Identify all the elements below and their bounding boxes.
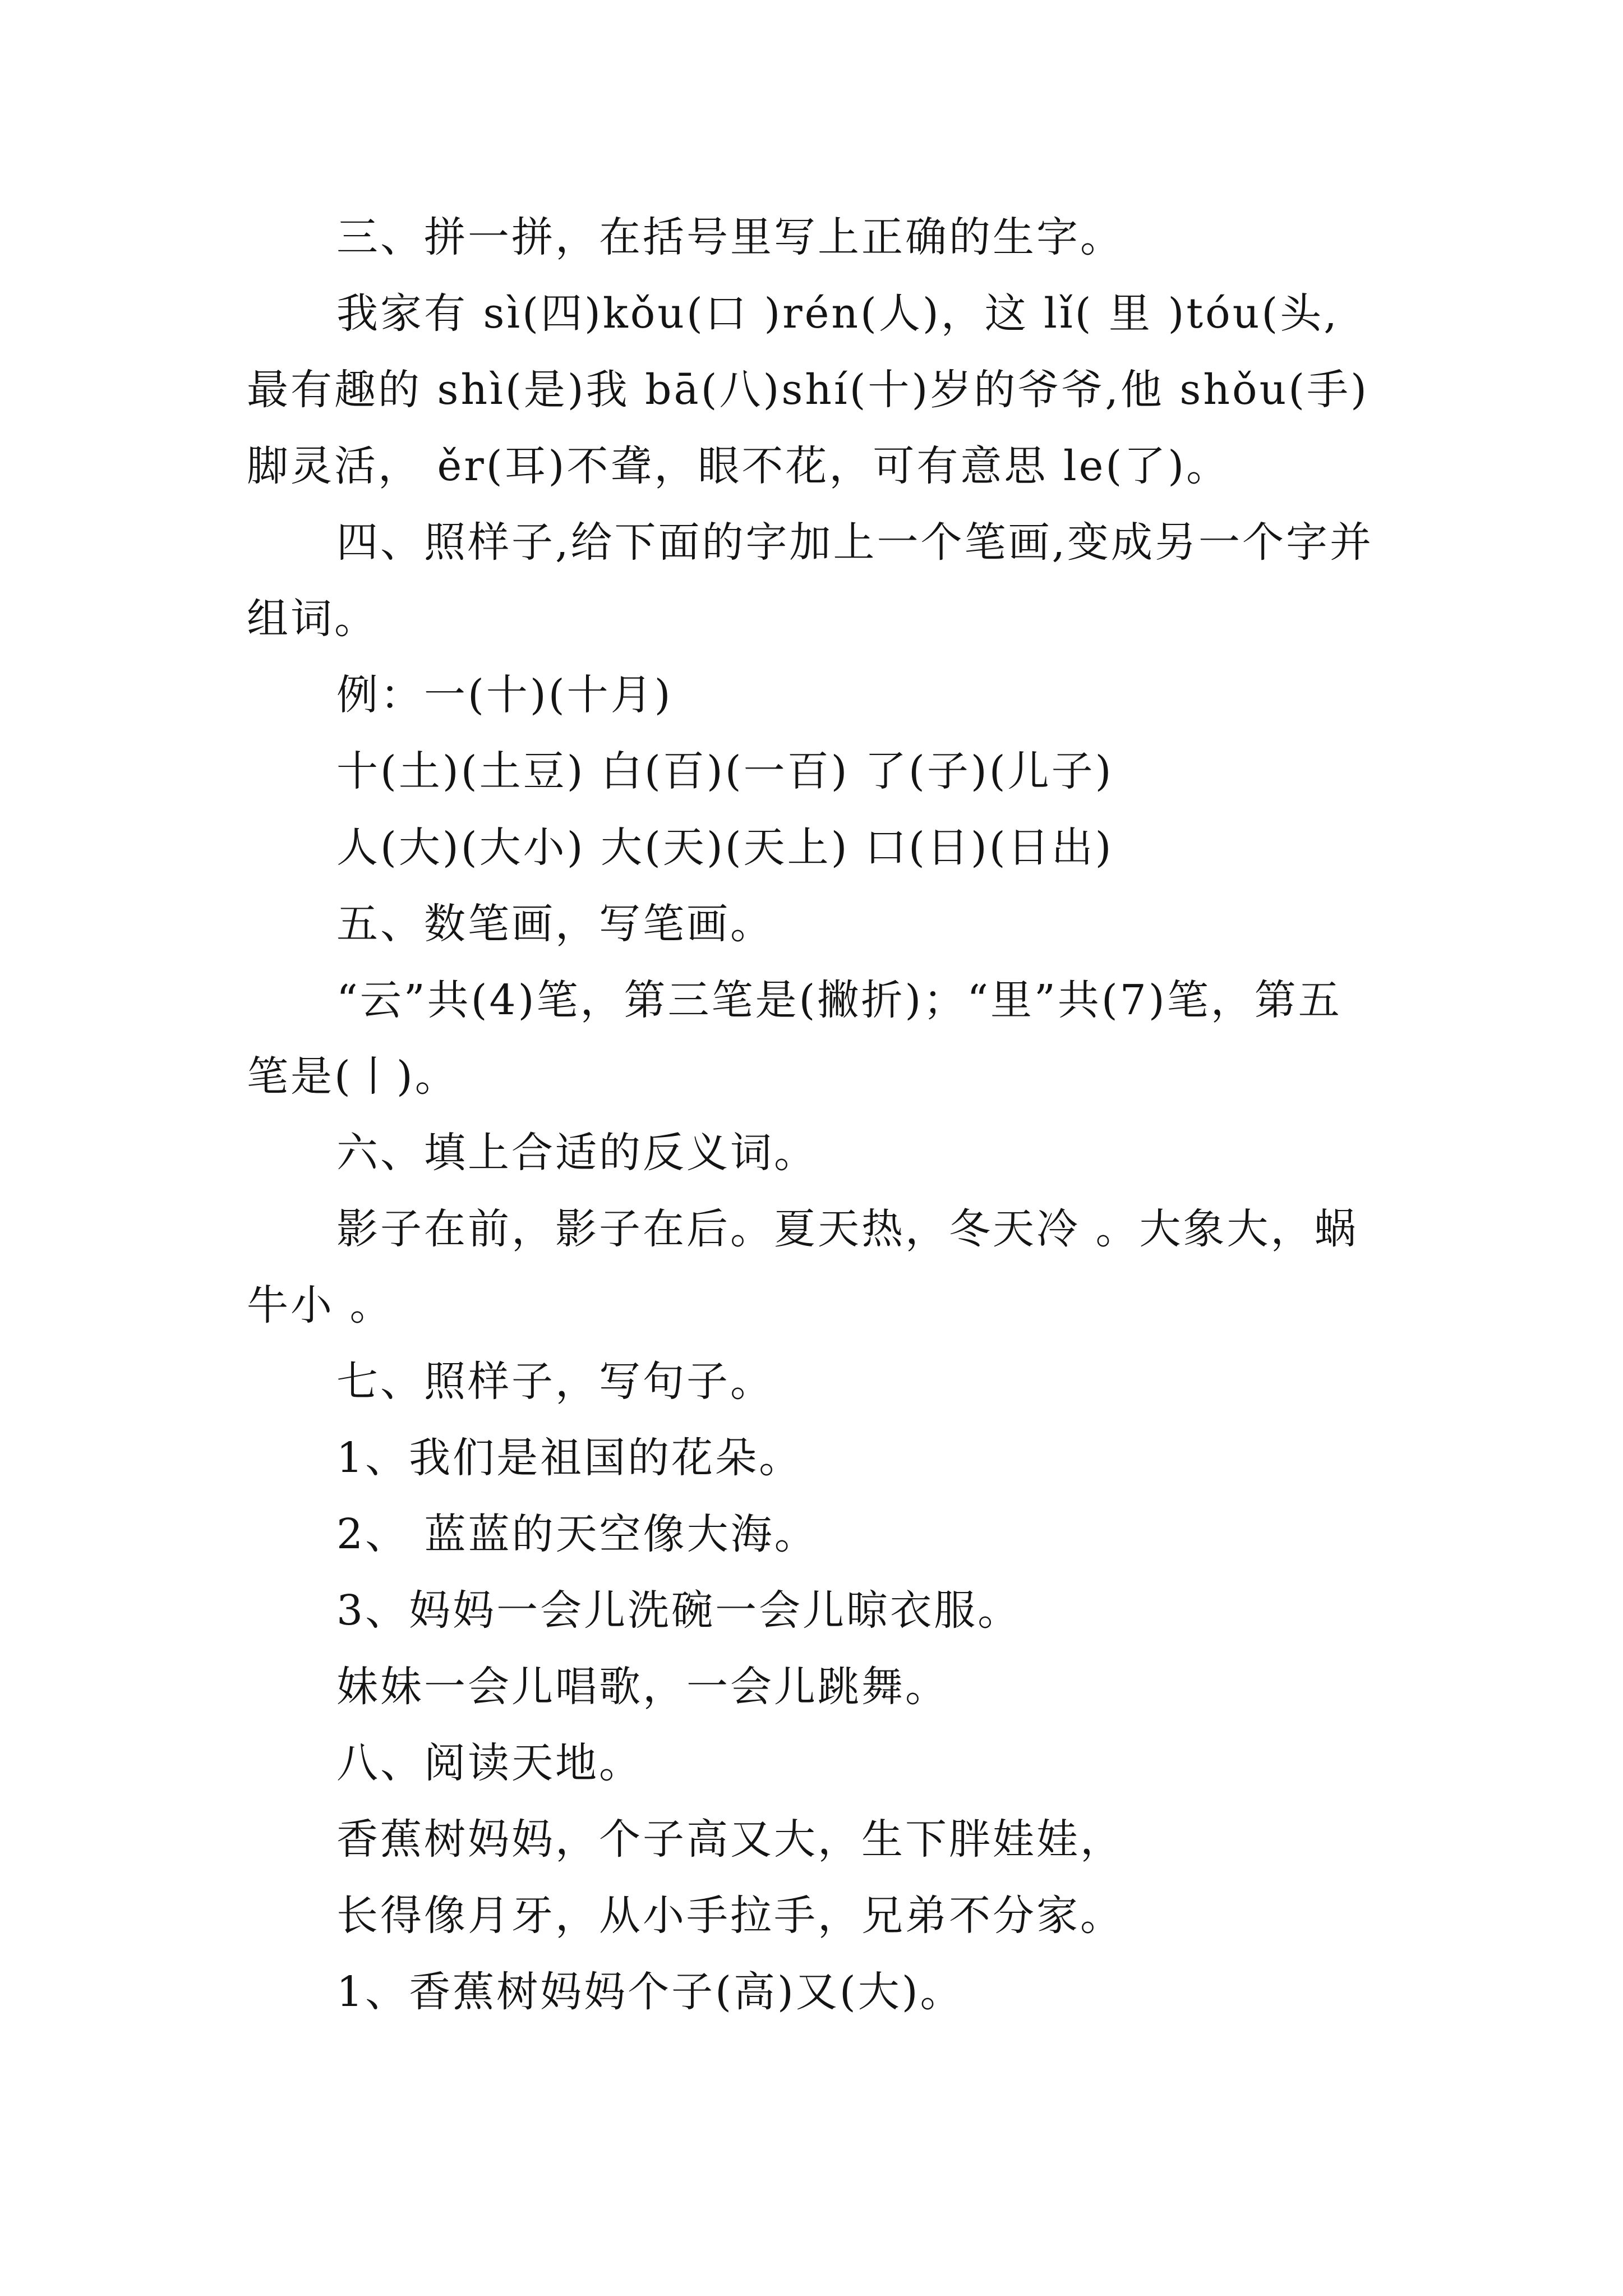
section-7-item-1: 1、我们是祖国的花朵。 <box>336 1434 803 1482</box>
section-8-poem-line-1: 香蕉树妈妈，个子高又大，生下胖娃娃， <box>336 1815 1124 1864</box>
section-8-heading: 八、阅读天地。 <box>336 1739 643 1787</box>
section-4-heading: 四、照样子,给下面的字加上一个笔画,变成另一个字并组词。 <box>247 518 1374 643</box>
section-7-answer: 妹妹一会儿唱歌，一会儿跳舞。 <box>336 1663 949 1711</box>
section-8-question-1: 1、香蕉树妈妈个子(高)又(大)。 <box>336 1968 964 2016</box>
section-7-item-3: 3、妈妈一会儿洗碗一会儿晾衣服。 <box>336 1586 1022 1635</box>
section-7-heading: 七、照样子，写句子。 <box>336 1358 774 1406</box>
document-body <box>247 199 1380 2030</box>
section-4-answers-row-2: 人(大)(大小) 大(天)(天上) 口(日)(日出) <box>336 823 1114 872</box>
section-6-heading: 六、填上合适的反义词。 <box>336 1129 818 1177</box>
section-3-heading: 三、拼一拼，在括号里写上正确的生字。 <box>336 213 1124 261</box>
section-3-paragraph: 我家有 sì(四)kǒu(口 )rén(人)，这 lǐ( 里 )tóu(头,最有趣的 shì(是)我 bā(八)shí(十)岁的爷爷,他 shǒu(手)脚灵活， ěr(耳)不聋，眼不花，可有意思 le(了)。 <box>247 289 1369 490</box>
section-5-answer: “云”共(4)笔，第三笔是(撇折)；“里”共(7)笔，第五笔是(丨)。 <box>247 976 1342 1101</box>
section-4-answers-row-1: 十(土)(土豆) 白(百)(一百) 了(子)(儿子) <box>336 747 1114 795</box>
section-7-item-2: 2、 蓝蓝的天空像大海。 <box>336 1510 818 1558</box>
section-5-heading: 五、数笔画，写笔画。 <box>336 900 774 948</box>
section-4-example: 例：一(十)(十月) <box>336 671 673 719</box>
section-6-answer: 影子在前，影子在后。夏天热，冬天冷 。大象大，蜗牛小 。 <box>247 1205 1358 1329</box>
section-8-poem-line-2: 长得像月牙，从小手拉手，兄弟不分家。 <box>336 1892 1124 1940</box>
